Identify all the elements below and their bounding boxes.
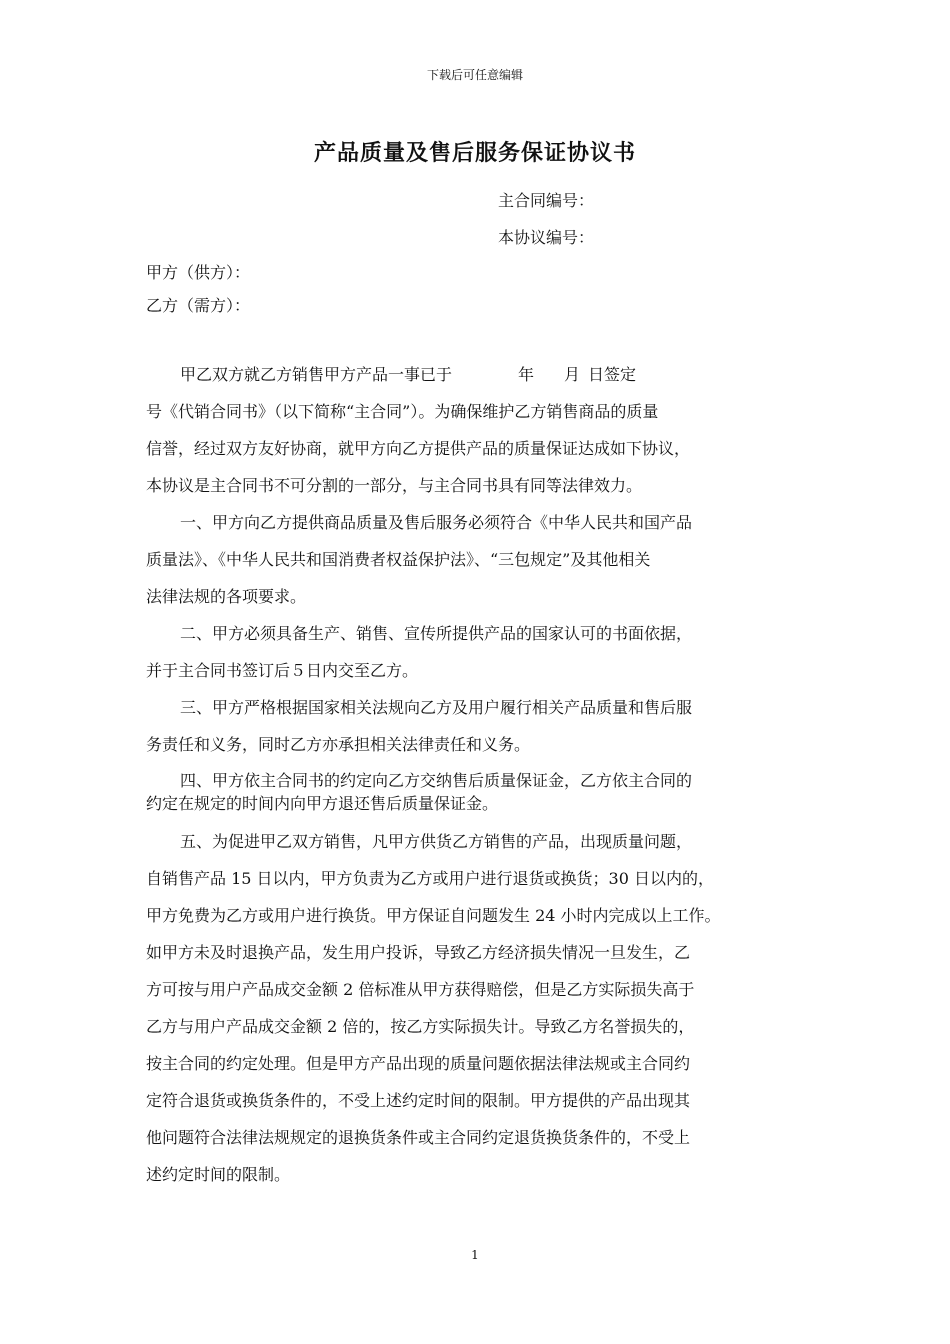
intro-year: 年 (518, 365, 535, 384)
clause-5-line-4: 如甲方未及时退换产品，发生用户投诉，导致乙方经济损失情况一旦发生，乙 (146, 943, 691, 962)
intro-text-a: 甲乙双方就乙方销售甲方产品一事已于 (180, 365, 453, 384)
clause-4-line-2: 约定在规定的时间内向甲方退还售后质量保证金。 (146, 794, 499, 813)
clause-2-line-2: 并于主合同书签订后５日内交至乙方。 (146, 661, 419, 680)
intro-line-4: 本协议是主合同书不可分割的一部分，与主合同书具有同等法律效力。 (146, 476, 643, 495)
clause-5-line-2: 自销售产品 15 日以内，甲方负责为乙方或用户进行退货或换货；30 日以内的， (146, 869, 714, 888)
clause-3-line-1: 三、甲方严格根据国家相关法规向乙方及用户履行相关产品质量和售后服 (180, 698, 693, 717)
clause-5-line-1: 五、为促进甲乙双方销售，凡甲方供货乙方销售的产品，出现质量问题， (180, 832, 693, 851)
clause-5-line-5: 方可按与用户产品成交金额 2 倍标准从甲方获得赔偿，但是乙方实际损失高于 (146, 980, 695, 999)
clause-5-line-6: 乙方与用户产品成交金额 2 倍的，按乙方实际损失计。导致乙方名誉损失的， (146, 1017, 695, 1036)
intro-month: 月 (564, 365, 581, 384)
intro-line-1 (146, 356, 826, 393)
clause-5-line-9: 他问题符合法律法规规定的退换货条件或主合同约定退货换货条件的，不受上 (146, 1128, 691, 1147)
party-b-label: 乙方（需方）： (146, 296, 251, 315)
clause-2-line-1: 二、甲方必须具备生产、销售、宣传所提供产品的国家认可的书面依据， (180, 624, 693, 643)
clause-1-line-1: 一、甲方向乙方提供商品质量及售后服务必须符合《中华人民共和国产品 (180, 513, 693, 532)
clause-1-line-3: 法律法规的各项要求。 (146, 587, 307, 606)
clause-5-line-3: 甲方免费为乙方或用户进行换货。甲方保证自问题发生 24 小时内完成以上工作。 (146, 906, 721, 925)
clause-5-line-8: 定符合退货或换货条件的，不受上述约定时间的限制。甲方提供的产品出现其 (146, 1091, 691, 1110)
clause-5-line-10: 述约定时间的限制。 (146, 1165, 291, 1184)
main-contract-number-label: 主合同编号： (498, 191, 595, 210)
header-note: 下载后可任意编辑 (426, 68, 523, 82)
clause-4-line-1: 四、甲方依主合同书的约定向乙方交纳售后质量保证金，乙方依主合同的 (180, 771, 693, 790)
intro-line-2: 号《代销合同书》（以下简称“主合同”）。为确保维护乙方销售商品的质量 (146, 402, 659, 421)
clause-1-line-2: 质量法》、《中华人民共和国消费者权益保护法》、“三包规定”及其他相关 (146, 550, 651, 569)
document-title: 产品质量及售后服务保证协议书 (313, 140, 636, 166)
party-a-label: 甲方（供方）： (146, 263, 251, 282)
page-number: 1 (471, 1248, 479, 1262)
agreement-body (146, 356, 826, 1193)
clause-3-line-2: 务责任和义务，同时乙方亦承担相关法律责任和义务。 (146, 735, 531, 754)
clause-5-line-7: 按主合同的约定处理。但是甲方产品出现的质量问题依据法律法规或主合同约 (146, 1054, 691, 1073)
intro-day-signed: 日签定 (588, 365, 637, 384)
agreement-number-label: 本协议编号： (498, 228, 595, 247)
intro-line-3: 信誉，经过双方友好协商，就甲方向乙方提供产品的质量保证达成如下协议， (146, 439, 691, 458)
